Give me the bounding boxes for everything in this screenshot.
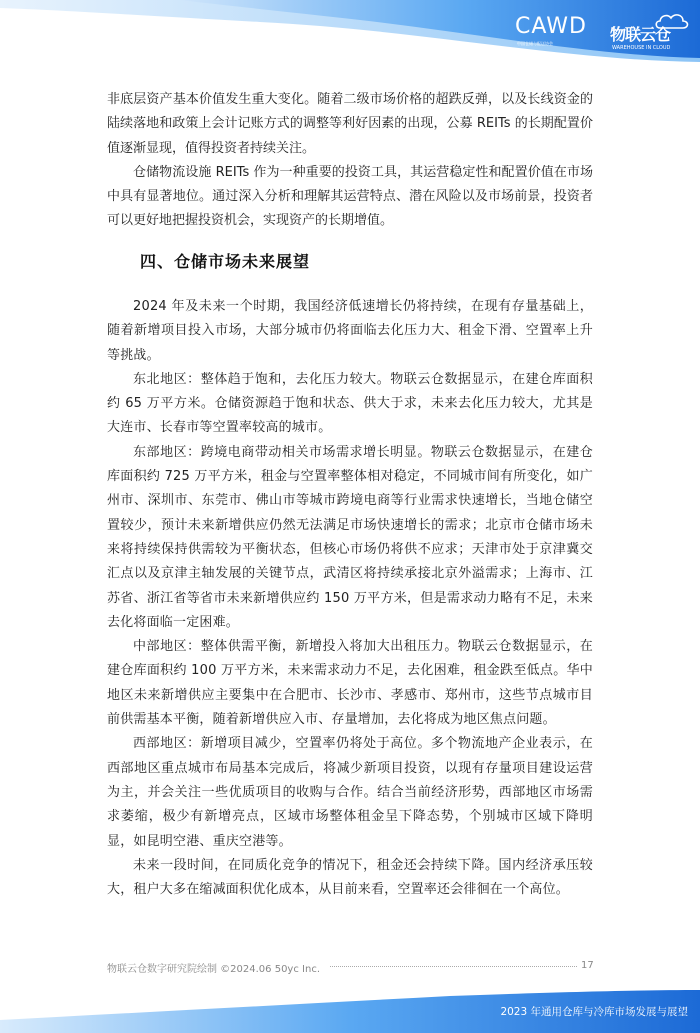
header-wave-band: [0, 0, 700, 70]
cawd-logo: [515, 14, 595, 54]
section-paragraph-central: 中部地区：整体供需平衡，新增投入将加大出租压力。物联云仓数据显示，在建仓库面积约 100 万平方米，未来需求动力不足，去化困难，租金跌至低点。华中地区未来新增供应主要集中在合肥市、长沙市、孝感市、郑州市，这些节点城市目前供需基本平衡，随着新增供应入市、存量增加，去化将成为地区焦点问题。: [107, 639, 593, 728]
footer-source: 物联云仓数字研究院绘制 ©2024.06 50yc Inc.: [107, 964, 320, 975]
intro-block: [107, 88, 593, 234]
section-paragraph-overview: 2024 年及未来一个时期，我国经济低速增长仍将持续，在现有存量基础上，随着新增项目投入市场，大部分城市仍将面临去化压力大、租金下滑、空置率上升等挑战。: [107, 299, 593, 363]
report-title: 2023 年通用仓库与冷库市场发展与展望: [500, 1006, 688, 1018]
intro-paragraph-2: 仓储物流设施 REITs 作为一种重要的投资工具，其运营稳定性和配置价值在市场中具有显著地位。通过深入分析和理解其运营特点、潜在风险以及市场前景，投资者可以更好地把握投资机会，实现资产的长期增值。: [107, 164, 593, 229]
warehouse-in-cloud-logo: [610, 12, 692, 56]
section-paragraph-east: 东部地区：跨境电商带动相关市场需求增长明显。物联云仓数据显示，在建仓库面积约 725 万平方米，租金与空置率整体相对稳定，不同城市间有所变化，如广州市、深圳市、东莞市、佛山市等城市跨境电商等行业需求快速增长，当地仓储空置较少，预计未来新增供应仍然无法满足市场快速增长的需求；北京市仓储市场未来将持续保持供需较为平衡状态，但核心市场仍将供不应求；天津市处于京津冀交汇点以及京津主轴发展的关键节点，武清区将持续承接北京外溢需求；上海市、江苏省、浙江省等省市未来新增供应约 150 万平方米，但是需求动力略有不足，未来去化将面临一定困难。: [107, 444, 593, 630]
section-body: [107, 295, 593, 902]
intro-paragraph-1: 非底层资产基本价值发生重大变化。随着二级市场价格的超跌反弹，以及长线资金的陆续落地和政策上会计记账方式的调整等利好因素的出现，公募 REITs 的长期配置价值逐渐显现，值得投资者持续关注。: [107, 92, 593, 156]
wl-logo-cn: 物联云仓: [610, 25, 671, 44]
section-paragraph-northeast: 东北地区：整体趋于饱和，去化压力较大。物联云仓数据显示，在建仓库面积约 65 万平方米。仓储资源趋于饱和状态、供大于求，未来去化压力较大，尤其是大连市、长春市等空置率较高的城市。: [107, 371, 593, 436]
footer-divider: [330, 966, 577, 967]
cawd-logo-text: CAWD: [515, 14, 587, 39]
cawd-logo-subtitle: 中国仓储与配送协会: [517, 41, 553, 46]
wl-logo-en: WAREHOUSE IN CLOUD: [612, 45, 671, 51]
section-paragraph-west: 西部地区：新增项目减少，空置率仍将处于高位。多个物流地产企业表示，在西部地区重点城市布局基本完成后，将减少新项目投资，以现有存量项目建设运营为主，并会关注一些优质项目的收购与合作。结合当前经济形势，西部地区市场需求萎缩，极少有新增亮点，区域市场整体租金呈下降态势，个别城市区域下降明显，如昆明空港、重庆空港等。: [107, 736, 593, 849]
section-paragraph-outlook: 未来一段时间，在同质化竞争的情况下，租金还会持续下降。国内经济承压较大，租户大多在缩减面积优化成本，从目前来看，空置率还会徘徊在一个高位。: [107, 857, 593, 898]
page-number: 17: [581, 960, 594, 971]
section-heading: 四、仓储市场未来展望: [140, 252, 311, 271]
